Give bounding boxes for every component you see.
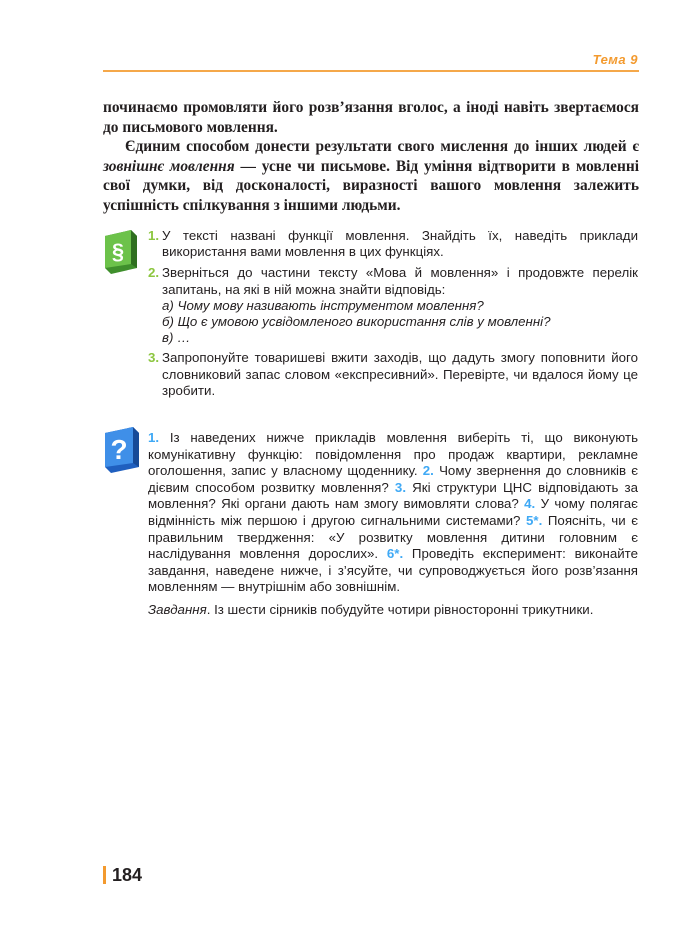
subitem-text: Чому мову називають інструментом мовлення?	[177, 297, 484, 313]
task-subitem-b	[162, 314, 638, 330]
subitem-text: …	[177, 330, 191, 346]
subitem-letter: а)	[162, 297, 174, 313]
question-number: 1.	[148, 430, 160, 445]
question-number: 5*.	[526, 512, 543, 528]
section-sign-icon	[101, 228, 141, 281]
intro-text	[103, 98, 639, 215]
svg-text:§: §	[111, 239, 125, 264]
question-mark-icon	[101, 425, 143, 480]
intro-paragraph-2	[103, 137, 639, 215]
task-text: Запропонуйте товаришеві вжити заходів, що дадуть змогу поповнити його словниковий запас словом «експресивний». Перевірте, чи вдалося йому це зробити.	[162, 350, 638, 398]
task-number: 2.	[148, 265, 160, 281]
topic-label: Тема 9	[592, 52, 638, 67]
question-text: Які структури ЦНС відповідають за мовлення? Які органи дають нам змогу вимовляти слова?	[148, 479, 638, 512]
question-text: Проведіть експеримент: виконайте завдання, наведене нижче, і з’ясуйте, чи супроводжується його розв’язання мовленням — внутрішнім або зовнішнім.	[148, 546, 638, 595]
assignment-label: Завдання	[148, 601, 207, 617]
task-subitem-a	[162, 298, 638, 314]
intro-p2-end: — усне чи письмове. Від уміння відтворити в мовленні свої думки, від досконалості, виразності вашого мовлення залежить успішність спілкування з іншими людьми.	[103, 157, 639, 214]
assignment	[148, 602, 638, 619]
question-text: У чому полягає відмінність між першою і другою сигнальними системами?	[148, 496, 638, 528]
question-number: 4.	[524, 496, 536, 512]
intro-p2-start: Єдиним способом донести результати свого мислення до інших людей є	[125, 138, 639, 155]
task-text: У тексті названі функції мовлення. Знайдіть їх, наведіть приклади використання вами мовлення в цих функціях.	[162, 228, 638, 260]
task-number: 3.	[148, 350, 160, 366]
subitem-text: Що є умовою усвідомленого використання слів у мовленні?	[177, 314, 551, 330]
intro-p2-emphasis: зовнішнє мовлення	[103, 157, 235, 175]
questions-section	[148, 430, 638, 619]
question-text: Із наведених нижче прикладів мовлення виберіть ті, що виконують комунікативну функцію: повідомлення про продаж квартири, рекламне оголошення, запис у власному щоденнику.	[148, 430, 638, 479]
intro-paragraph-1: починаємо промовляти його розв’язання вголос, а іноді навіть звертаємося до письмового мовлення.	[103, 99, 639, 136]
task-number: 1.	[148, 228, 160, 243]
task-item-1	[148, 228, 638, 260]
page-number: 184	[103, 866, 142, 884]
task-item-2	[148, 265, 638, 346]
question-number: 6*.	[386, 546, 404, 562]
question-text: Поясніть, чи є правильним твердження: «У розвитку мовлення дитини головним є наслідування мовлення дорослих».	[148, 512, 638, 562]
assignment-text: . Із шести сірників побудуйте чотири рівносторонні трикутники.	[206, 601, 594, 617]
question-number: 2.	[422, 463, 434, 479]
task-item-3	[148, 350, 638, 399]
tasks-section	[148, 228, 638, 404]
questions-paragraph	[148, 430, 638, 596]
question-number: 3.	[394, 479, 407, 495]
question-text: Чому звернення до словників є дієвим способом розвитку мовлення?	[148, 463, 639, 495]
subitem-letter: в)	[162, 330, 174, 346]
subitem-letter: б)	[162, 314, 174, 330]
header-divider	[103, 70, 639, 72]
task-subitem-c	[162, 330, 638, 346]
svg-text:?: ?	[110, 434, 128, 465]
task-text: Зверніться до частини тексту «Мова й мовлення» і продовжте перелік запитань, на які в ній можна знайти відповідь:	[162, 265, 638, 297]
